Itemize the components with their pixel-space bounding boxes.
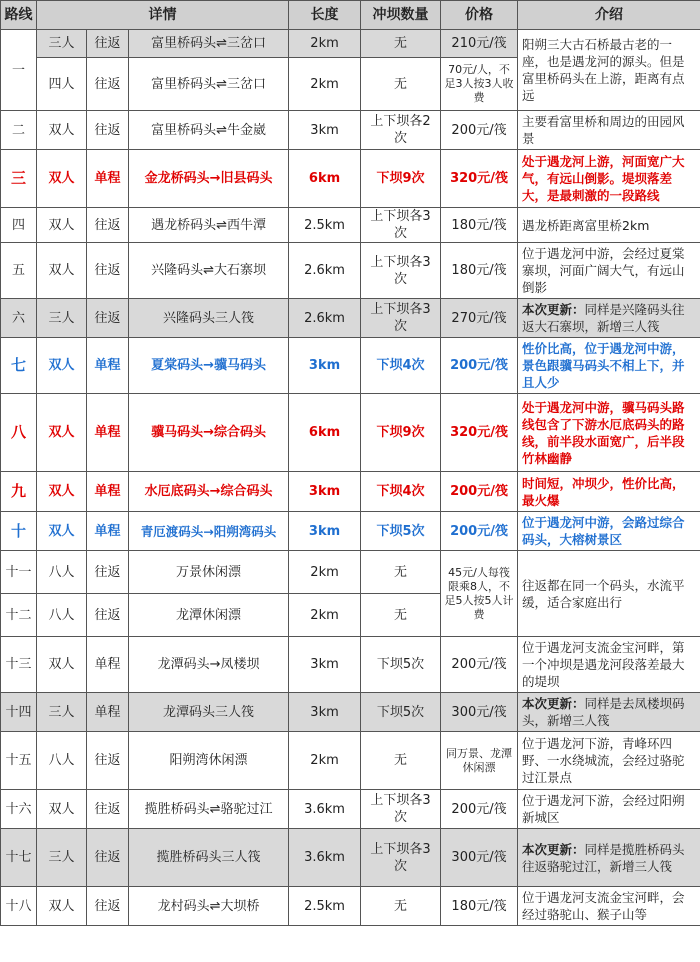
mode: 往返 (87, 243, 129, 299)
price: 45元/人每筏限乘8人，不足5人按5人计费 (441, 551, 518, 637)
price: 200元/筏 (441, 472, 518, 512)
price: 200元/筏 (441, 111, 518, 150)
intro-text: 同样是兴隆码头往返大石寨坝，新增三人筏 (522, 302, 685, 334)
header-detail: 详情 (37, 1, 289, 30)
route-number: 五 (1, 243, 37, 299)
people: 双人 (37, 394, 87, 472)
route-number: 十二 (1, 594, 37, 637)
path: 阳朔湾休闲漂 (129, 732, 289, 790)
dams: 下坝5次 (361, 637, 441, 693)
route-number: 十四 (1, 693, 37, 732)
people: 双人 (37, 637, 87, 693)
header-dams: 冲坝数量 (361, 1, 441, 30)
header-route: 路线 (1, 1, 37, 30)
people: 双人 (37, 472, 87, 512)
route-number: 四 (1, 208, 37, 243)
length: 3.6km (289, 790, 361, 829)
people: 三人 (37, 829, 87, 887)
mode: 往返 (87, 732, 129, 790)
route-number: 八 (1, 394, 37, 472)
price: 320元/筏 (441, 150, 518, 208)
price: 180元/筏 (441, 887, 518, 926)
path: 水厄底码头→综合码头 (129, 472, 289, 512)
length: 6km (289, 150, 361, 208)
price: 200元/筏 (441, 637, 518, 693)
table-row (1, 30, 700, 58)
mode: 单程 (87, 472, 129, 512)
intro (518, 299, 700, 338)
intro: 处于遇龙河上游，河面宽广大气，有远山倒影。堤坝落差大，是最刺激的一段路线 (518, 150, 700, 208)
table-row (1, 551, 700, 594)
length: 2.6km (289, 243, 361, 299)
intro: 时间短，冲坝少，性价比高，最火爆 (518, 472, 700, 512)
intro (518, 693, 700, 732)
route-number: 七 (1, 338, 37, 394)
people: 双人 (37, 150, 87, 208)
table-row (1, 299, 700, 338)
dams: 无 (361, 732, 441, 790)
intro (518, 829, 700, 887)
dams: 下坝4次 (361, 472, 441, 512)
people: 双人 (37, 790, 87, 829)
length: 3km (289, 637, 361, 693)
price: 210元/筏 (441, 30, 518, 58)
table-row (1, 887, 700, 926)
route-number: 十一 (1, 551, 37, 594)
dams: 下坝9次 (361, 394, 441, 472)
length: 3km (289, 512, 361, 551)
header-intro: 介绍 (518, 1, 700, 30)
path: 骥马码头→综合码头 (129, 394, 289, 472)
length: 2.6km (289, 299, 361, 338)
path: 遇龙桥码头⇌西牛潭 (129, 208, 289, 243)
length: 2.5km (289, 208, 361, 243)
path: 富里桥码头⇌三岔口 (129, 58, 289, 111)
table-row (1, 243, 700, 299)
route-number: 二 (1, 111, 37, 150)
dams: 上下坝各3次 (361, 829, 441, 887)
length: 3km (289, 693, 361, 732)
table-row (1, 637, 700, 693)
table-row (1, 790, 700, 829)
table-row (1, 111, 700, 150)
dams: 无 (361, 551, 441, 594)
length: 3.6km (289, 829, 361, 887)
dams: 无 (361, 30, 441, 58)
header-price: 价格 (441, 1, 518, 30)
people: 三人 (37, 299, 87, 338)
path: 兴隆码头三人筏 (129, 299, 289, 338)
length: 2km (289, 58, 361, 111)
route-number: 九 (1, 472, 37, 512)
route-number: 十五 (1, 732, 37, 790)
route-number: 十七 (1, 829, 37, 887)
intro-text: 同样是揽胜桥码头往返骆驼过江，新增三人筏 (522, 841, 685, 874)
people: 八人 (37, 732, 87, 790)
price: 200元/筏 (441, 512, 518, 551)
table-row (1, 150, 700, 208)
dams: 上下坝各3次 (361, 243, 441, 299)
path: 龙潭休闲漂 (129, 594, 289, 637)
intro: 遇龙桥距离富里桥2km (518, 208, 700, 243)
table-row (1, 829, 700, 887)
dams: 上下坝各3次 (361, 208, 441, 243)
table-row (1, 338, 700, 394)
table-row (1, 208, 700, 243)
dams: 上下坝各3次 (361, 790, 441, 829)
mode: 往返 (87, 208, 129, 243)
mode: 往返 (87, 30, 129, 58)
dams: 下坝4次 (361, 338, 441, 394)
mode: 单程 (87, 693, 129, 732)
mode: 往返 (87, 887, 129, 926)
mode: 单程 (87, 338, 129, 394)
update-label: 本次更新： (522, 302, 585, 317)
path: 龙潭码头三人筏 (129, 693, 289, 732)
update-label: 本次更新： (522, 696, 585, 711)
people: 三人 (37, 693, 87, 732)
dams: 无 (361, 58, 441, 111)
table-row (1, 472, 700, 512)
length: 2km (289, 594, 361, 637)
length: 6km (289, 394, 361, 472)
people: 八人 (37, 594, 87, 637)
dams: 无 (361, 887, 441, 926)
intro-text: 同样是去凤楼坝码头，新增三人筏 (522, 696, 685, 728)
price: 70元/人，不足3人按3人收费 (441, 58, 518, 111)
length: 2.5km (289, 887, 361, 926)
intro: 位于遇龙河下游，青峰环四野、一水绕城流，会经过骆驼过江景点 (518, 732, 700, 790)
route-number: 三 (1, 150, 37, 208)
intro: 位于遇龙河中游，会路过综合码头，大榕树景区 (518, 512, 700, 551)
price: 180元/筏 (441, 243, 518, 299)
route-number: 十八 (1, 887, 37, 926)
mode: 往返 (87, 790, 129, 829)
length: 2km (289, 551, 361, 594)
route-number: 十六 (1, 790, 37, 829)
price: 180元/筏 (441, 208, 518, 243)
path: 金龙桥码头→旧县码头 (129, 150, 289, 208)
path: 富里桥码头⇌三岔口 (129, 30, 289, 58)
intro: 位于遇龙河下游，会经过阳朔新城区 (518, 790, 700, 829)
route-number: 一 (1, 30, 37, 111)
mode: 单程 (87, 150, 129, 208)
intro: 主要看富里桥和周边的田园风景 (518, 111, 700, 150)
dams: 下坝5次 (361, 512, 441, 551)
path: 夏棠码头→骥马码头 (129, 338, 289, 394)
intro: 性价比高，位于遇龙河中游，景色跟骥马码头不相上下，并且人少 (518, 338, 700, 394)
route-number: 六 (1, 299, 37, 338)
price: 200元/筏 (441, 790, 518, 829)
mode: 单程 (87, 512, 129, 551)
intro: 阳朔三大古石桥最古老的一座，也是遇龙河的源头。但是富里桥码头在上游，距离有点远 (518, 30, 700, 111)
price: 300元/筏 (441, 693, 518, 732)
path: 青厄渡码头→阳朔湾码头 (129, 512, 289, 551)
dams: 下坝5次 (361, 693, 441, 732)
path: 兴隆码头⇌大石寨坝 (129, 243, 289, 299)
people: 四人 (37, 58, 87, 111)
table-row (1, 732, 700, 790)
update-label: 本次更新： (522, 841, 585, 857)
mode: 往返 (87, 111, 129, 150)
header-length: 长度 (289, 1, 361, 30)
intro: 处于遇龙河中游，骥马码头路线包含了下游水厄底码头的路线，前半段水面宽广，后半段竹林幽静 (518, 394, 700, 472)
price: 300元/筏 (441, 829, 518, 887)
mode: 往返 (87, 551, 129, 594)
people: 双人 (37, 338, 87, 394)
dams: 上下坝各2次 (361, 111, 441, 150)
people: 双人 (37, 512, 87, 551)
people: 双人 (37, 111, 87, 150)
header-row (1, 1, 700, 30)
people: 双人 (37, 243, 87, 299)
mode: 单程 (87, 394, 129, 472)
table-row (1, 512, 700, 551)
price: 270元/筏 (441, 299, 518, 338)
intro: 往返都在同一个码头，水流平缓，适合家庭出行 (518, 551, 700, 637)
dams: 下坝9次 (361, 150, 441, 208)
price: 同万景、龙潭休闲漂 (441, 732, 518, 790)
path: 龙村码头⇌大坝桥 (129, 887, 289, 926)
path: 揽胜桥码头三人筏 (129, 829, 289, 887)
length: 2km (289, 30, 361, 58)
route-number: 十 (1, 512, 37, 551)
intro: 位于遇龙河支流金宝河畔，会经过骆驼山、猴子山等 (518, 887, 700, 926)
table-row (1, 394, 700, 472)
path: 富里桥码头⇌牛金崴 (129, 111, 289, 150)
length: 2km (289, 732, 361, 790)
mode: 往返 (87, 299, 129, 338)
price: 320元/筏 (441, 394, 518, 472)
length: 3km (289, 338, 361, 394)
path: 揽胜桥码头⇌骆驼过江 (129, 790, 289, 829)
people: 双人 (37, 208, 87, 243)
route-number: 十三 (1, 637, 37, 693)
length: 3km (289, 472, 361, 512)
people: 双人 (37, 887, 87, 926)
mode: 往返 (87, 829, 129, 887)
intro: 位于遇龙河中游，会经过夏棠寨坝，河面广阔大气，有远山倒影 (518, 243, 700, 299)
path: 龙潭码头→凤楼坝 (129, 637, 289, 693)
mode: 往返 (87, 594, 129, 637)
intro: 位于遇龙河支流金宝河畔，第一个冲坝是遇龙河段落差最大的堤坝 (518, 637, 700, 693)
path: 万景休闲漂 (129, 551, 289, 594)
mode: 往返 (87, 58, 129, 111)
dams: 无 (361, 594, 441, 637)
mode: 单程 (87, 637, 129, 693)
table-row (1, 693, 700, 732)
people: 八人 (37, 551, 87, 594)
people: 三人 (37, 30, 87, 58)
length: 3km (289, 111, 361, 150)
dams: 上下坝各3次 (361, 299, 441, 338)
price: 200元/筏 (441, 338, 518, 394)
